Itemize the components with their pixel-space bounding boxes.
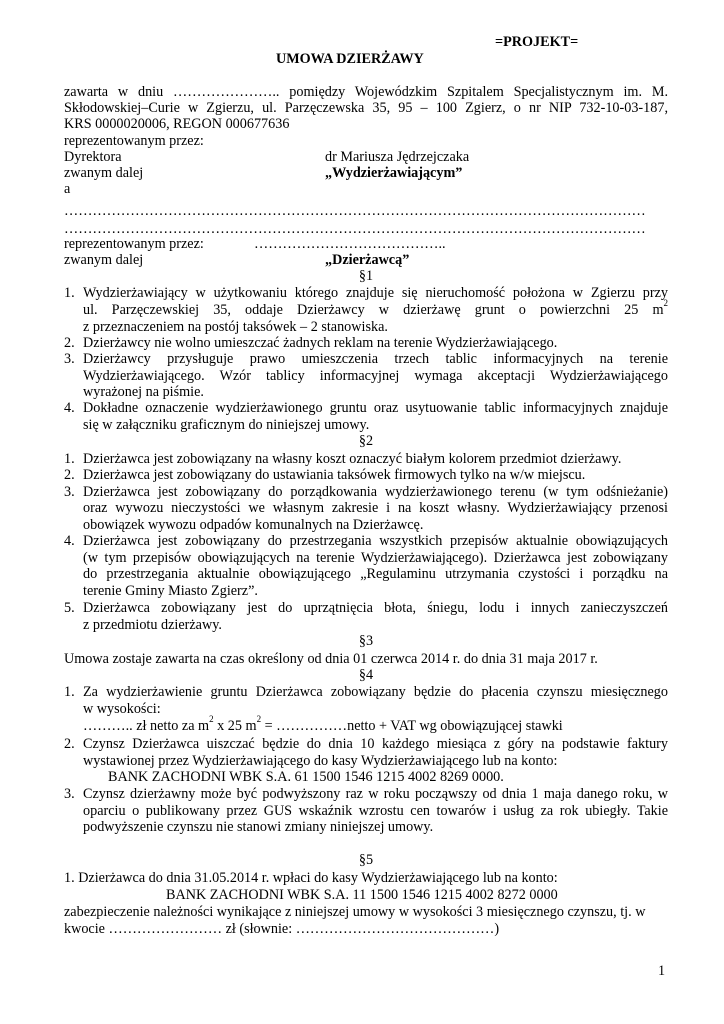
section-2-item-4-number: 4. xyxy=(64,533,75,549)
and-conjunction: a xyxy=(64,181,71,197)
section-2-item-5-number: 5. xyxy=(64,600,75,616)
section-2-item-2-line-1: Dzierżawca jest zobowiązany do ustawiania taksówek firmowych tylko na w/w miejscu. xyxy=(83,467,586,483)
section-1-item-3-line-2: Wydzierżawiającego. Wzór tablicy informacyjnej wymaga akceptacji Wydzierżawiającego xyxy=(83,368,668,384)
section-5-line-4: kwocie …………………… zł (słownie: ……………………………………) xyxy=(64,921,500,937)
page-number: 1 xyxy=(658,963,666,979)
intro-line-2: Skłodowskiej–Curie w Zgierzu, ul. Parzęczewska 35, 95 – 100 Zgierz, o nr NIP 732-10-03-187, xyxy=(64,100,668,116)
section-4-bank-account-1: BANK ZACHODNI WBK S.A. 61 1500 1546 1215 4002 8269 0000. xyxy=(108,769,504,785)
lessee-name: „Dzierżawcą” xyxy=(325,252,410,268)
section-2-item-5-line-1: Dzierżawca zobowiązany jest do uprzątnięcia błota, śniegu, lodu i innych zanieczyszczeń xyxy=(83,600,668,616)
section-1-item-1-line-1: Wydzierżawiający w użytkowaniu którego znajduje się nieruchomość położona w Zgierzu przy xyxy=(83,285,668,301)
representative-label-2: reprezentowanym przez: xyxy=(64,236,204,252)
section-2-item-4-line-2: (w tym przepisów obowiązujących na terenie Wydzierżawiającego). Dzierżawca jest zobowiązany xyxy=(83,550,668,566)
representative-role: Dyrektora xyxy=(64,149,122,165)
section-5-bank-account-2: BANK ZACHODNI WBK S.A. 11 1500 1546 1215 4002 8272 0000 xyxy=(166,887,558,903)
section-5-line-1: 1. Dzierżawca do dnia 31.05.2014 r. wpłaci do kasy Wydzierżawiającego lub na konto: xyxy=(64,870,558,886)
section-1-item-4-line-1: Dokładne oznaczenie wydzierżawionego gruntu oraz usytuowanie tablic informacyjnych znajduje xyxy=(83,400,668,416)
called-label-1: zwanym dalej xyxy=(64,165,144,181)
section-1-item-3-line-1: Dzierżawcy przysługuje prawo umieszczenia trzech tablic informacyjnych na terenie xyxy=(83,351,668,367)
blank-line-1: …………………………………………………………………………………………………………… xyxy=(64,203,646,219)
section-2-heading: §2 xyxy=(358,433,374,449)
section-4-item-1-number: 1. xyxy=(64,684,75,700)
section-2-item-3-line-3: obowiązek wywozu odpadów komunalnych na Dzierżawcę. xyxy=(83,517,424,533)
section-4-item-3-line-3: podwyższenie czynszu nie stanowi zmiany niniejszej umowy. xyxy=(83,819,434,835)
blank-line-2: …………………………………………………………………………………………………………… xyxy=(64,221,646,237)
section-4-item-3-line-2: oparciu o publikowany przez GUS wskaźnik wzrostu cen towarów i usług za rok ubiegły. Takie xyxy=(83,803,668,819)
section-4-item-2-line-1: Czynsz Dzierżawca uiszczać będzie do dnia 10 każdego miesiąca z góry na podstawie faktury xyxy=(83,736,668,752)
section-4-item-1-line-3: ……….. zł netto za $m^2$ x 25 $m^2$ = ……………netto + VAT wg obowiązującej stawki xyxy=(83,714,563,734)
lessor-name: „Wydzierżawiającym” xyxy=(325,165,463,181)
section-5-line-3: zabezpieczenie należności wynikające z niniejszej umowy w wysokości 3 miesięcznego czynszu, tj. w xyxy=(64,904,646,920)
section-2-item-3-number: 3. xyxy=(64,484,75,500)
called-label-2: zwanym dalej xyxy=(64,252,144,268)
section-4-item-2-line-2: wystawionej przez Wydzierżawiającego do kasy Wydzierżawiającego lub na konto: xyxy=(83,753,558,769)
section-4-item-1-line-2: w wysokości: xyxy=(83,701,161,717)
intro-line-4: reprezentowanym przez: xyxy=(64,133,204,149)
section-1-item-1-line-3: z przeznaczeniem na postój taksówek – 2 stanowiska. xyxy=(83,319,388,335)
document-title: UMOWA DZIERŻAWY xyxy=(276,51,424,67)
section-4-item-1-line-1: Za wydzierżawienie gruntu Dzierżawca zobowiązany będzie do płacenia czynszu miesięcznego xyxy=(83,684,668,700)
section-2-item-3-line-1: Dzierżawca jest zobowiązany do porządkowania wydzierżawionego terenu (w tym odśnieżanie) xyxy=(83,484,668,500)
intro-line-3: KRS 0000020006, REGON 000677636 xyxy=(64,116,290,132)
intro-line-1: zawarta w dniu ………………….. pomiędzy Wojewódzkim Szpitalem Specjalistycznym im. M. xyxy=(64,84,668,100)
section-1-item-3-number: 3. xyxy=(64,351,75,367)
section-1-item-4-number: 4. xyxy=(64,400,75,416)
section-4-item-3-number: 3. xyxy=(64,786,75,802)
section-1-item-2-line-1: Dzierżawcy nie wolno umieszczać żadnych reklam na terenie Wydzierżawiającego. xyxy=(83,335,558,351)
section-2-item-1-number: 1. xyxy=(64,451,75,467)
section-1-item-2-number: 2. xyxy=(64,335,75,351)
section-4-heading: §4 xyxy=(358,667,374,683)
section-2-item-4-line-3: do przestrzegania aktualnie obowiązującego „Regulaminu utrzymania czystości i porządku na xyxy=(83,566,668,582)
section-2-item-3-line-2: oraz wywozu nieczystości we własnym zakresie i na koszt własny. Wydzierżawiający przenosi xyxy=(83,500,668,516)
project-label: =PROJEKT= xyxy=(495,34,579,50)
section-2-item-4-line-4: terenie Gminy Miasto Zgierz”. xyxy=(83,583,258,599)
section-1-heading: §1 xyxy=(358,268,374,284)
section-2-item-5-line-2: z przedmiotu dzierżawy. xyxy=(83,617,222,633)
representative-name: dr Mariusza Jędrzejczaka xyxy=(325,149,470,165)
section-2-item-2-number: 2. xyxy=(64,467,75,483)
representative-blank-2: ………………………………….. xyxy=(254,236,446,252)
section-2-item-1-line-1: Dzierżawca jest zobowiązany na własny koszt oznaczyć białym kolorem przedmiot dzierżawy. xyxy=(83,451,622,467)
section-3-line-1: Umowa zostaje zawarta na czas określony od dnia 01 czerwca 2014 r. do dnia 31 maja 2017 r. xyxy=(64,651,598,667)
section-2-item-4-line-1: Dzierżawca jest zobowiązany do przestrzegania wszystkich przepisów aktualnie obowiązujących xyxy=(83,533,668,549)
section-1-item-4-line-2: się w załączniku graficznym do niniejszej umowy. xyxy=(83,417,370,433)
section-1-item-1-number: 1. xyxy=(64,285,75,301)
section-4-item-3-line-1: Czynsz dzierżawny może być podwyższony raz w roku począwszy od dnia 1 maja danego roku, w xyxy=(83,786,668,802)
section-1-item-3-line-3: wyrażonej na piśmie. xyxy=(83,384,204,400)
section-1-item-1-line-2: ul. Parzęczewskiej 35, oddaje Dzierżawcy w dzierżawę grunt o powierzchni 25 $m^2$ xyxy=(83,298,668,318)
section-3-heading: §3 xyxy=(358,633,374,649)
section-5-heading: §5 xyxy=(358,852,374,868)
section-4-item-2-number: 2. xyxy=(64,736,75,752)
